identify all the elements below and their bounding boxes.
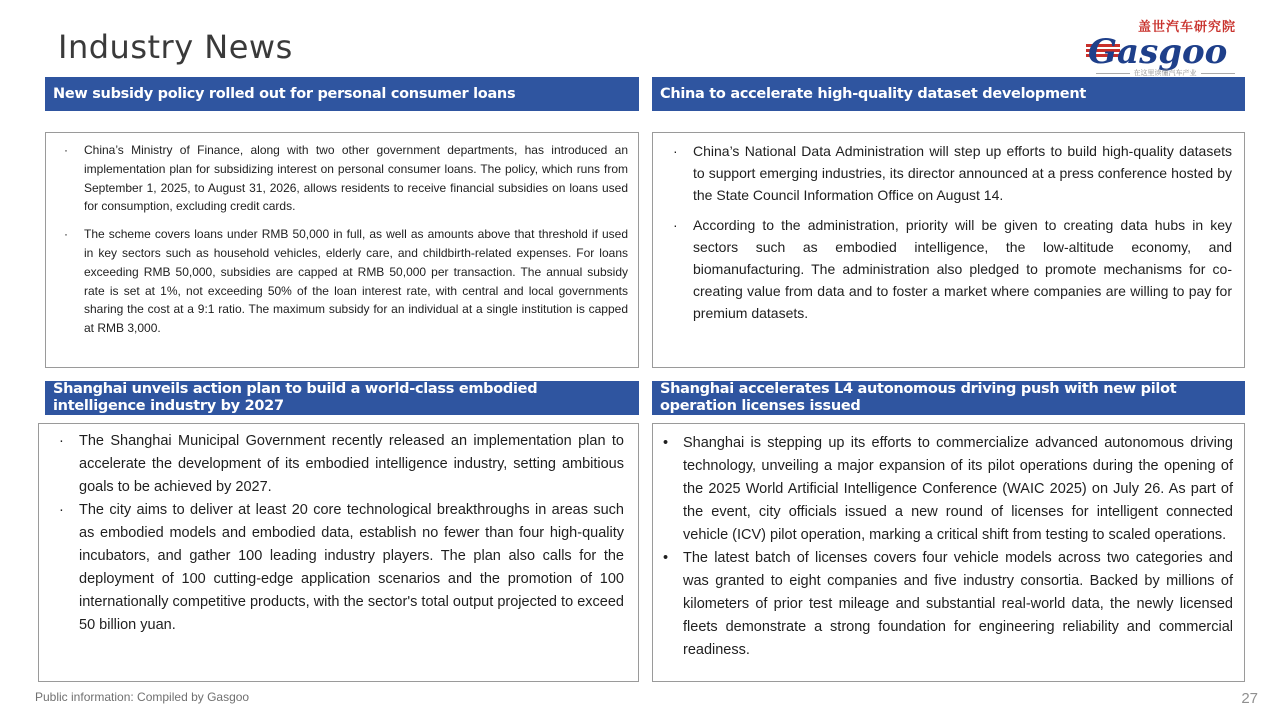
panel-2-header: China to accelerate high-quality dataset development (652, 77, 1245, 111)
panel-4-header: Shanghai accelerates L4 autonomous driving push with new pilot operation licenses issued (652, 381, 1245, 415)
list-item: · China’s National Data Administration will step up efforts to build high-quality datasets to support emerging industries, its director announced at a press conference hosted by the State Council Information Office on August 14. (693, 140, 1232, 206)
bullet-icon: · (64, 227, 68, 242)
list-item: • The latest batch of licenses covers four vehicle models across two categories and was granted to eight companies and five industry consortia. Backed by millions of kilometers of prior test mileage and substantial real-world data, the newly licensed fleets demonstrate a strong foundation for engineering reliability and commercial readiness. (683, 547, 1233, 662)
panel-1-header: New subsidy policy rolled out for personal consumer loans (45, 77, 639, 111)
list-item: · The Shanghai Municipal Government recently released an implementation plan to accelerate the development of its embodied intelligence industry, setting ambitious goals to be achieved by 2027. (79, 430, 624, 499)
panel-4-body (652, 423, 1245, 682)
bullet-icon: · (64, 143, 68, 157)
list-item: · The scheme covers loans under RMB 50,000 in full, as well as amounts above that threshold if used in key sectors such as household vehicles, elderly care, and childbirth-related expenses. For loans exceeding RMB 50,000, subsidies are capped at RMB 50,000 per transaction. The annual subsidy rate is set at 1%, not exceeding 50% of the loan interest rate, with central and local governments sharing the cost at a 9:1 ratio. The maximum subsidy for an individual at a single institution is capped at RMB 3,000. (64, 227, 628, 336)
bullet-icon: · (59, 502, 64, 518)
list-item: · According to the administration, priority will be given to creating data hubs in key sectors such as embodied intelligence, the low-altitude economy, and biomanufacturing. The administration also pledged to promote mechanisms for co-creating value from data and to foster a market where companies are willing to pay for premium datasets. (693, 214, 1232, 324)
gasgoo-logo (1086, 14, 1246, 78)
list-item: · The city aims to deliver at least 20 core technological breakthroughs in areas such as embodied models and embodied data, establish no fewer than four high-quality incubators, and gather 100 leading industry players. The plan also calls for the deployment of 100 cutting-edge application scenarios and the promotion of 100 internationally competitive products, with the sector's total output projected to exceed 50 billion yuan. (79, 499, 624, 637)
footer-source: Public information: Compiled by Gasgoo (35, 690, 250, 704)
bullet-icon: • (663, 435, 669, 451)
panel-3-header: Shanghai unveils action plan to build a world-class embodied intelligence industry by 2027 (45, 381, 639, 415)
page-number: 27 (1241, 690, 1258, 707)
panel-1-body (45, 132, 639, 368)
bullet-icon: · (673, 217, 678, 233)
list-item: • Shanghai is stepping up its efforts to commercialize advanced autonomous driving technology, unveiling a major expansion of its pilot operations during the opening of the 2025 World Artificial Intelligence Conference (WAIC 2025) on July 26. As part of the event, city officials issued a new round of licenses for intelligent connected vehicle (ICV) pilot operation, marking a critical shift from testing to scaled operations. (683, 432, 1233, 547)
list-item: · China’s Ministry of Finance, along with two other government departments, has introduced an implementation plan for subsidizing interest on personal consumer loans. The policy, which runs from September 1, 2025, to August 31, 2026, allows residents to receive financial subsidies on loans used for consumption, excluding credit cards. (64, 143, 628, 214)
logo-cn-name: 盖世汽车研究院 (1138, 19, 1237, 34)
page-title: Industry News (58, 28, 293, 66)
bullet-icon: • (663, 550, 669, 566)
logo-tagline: 在这里读懂汽车产业 (1090, 68, 1240, 78)
logo-wordmark: Gasgoo (1088, 32, 1228, 72)
bullet-icon: · (59, 433, 64, 449)
panel-2-body (652, 132, 1245, 368)
panel-3-body (38, 423, 639, 682)
bullet-icon: · (673, 143, 678, 159)
